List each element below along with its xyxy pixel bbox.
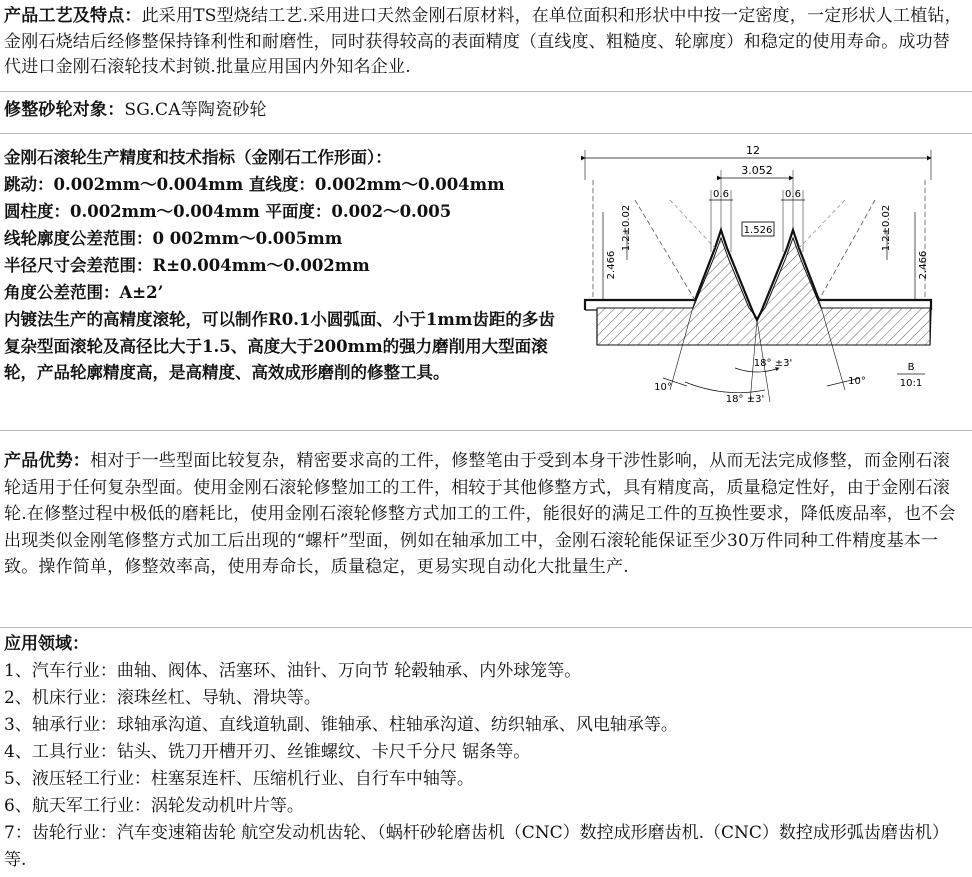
detail-scale: 10:1 [899,378,923,389]
process-text: 此采用TS型烧结工艺.采用进口天然金刚石原材料，在单位面积和形状中中按一定密度，一定形状人工植钻，金刚石烧结后经修整保持锋利性和耐磨性，同时获得较高的表面精度（直线度、粗糙度、轮廓度）和稳定的使用寿命。成功替代进口金刚石滚轮技术封锁.批量应用国内外知名企业. [4,6,962,77]
profile-drawing [575,140,947,410]
dim-right-tol: 1.2±0.02 [881,204,892,252]
divider [0,627,972,628]
roller-body [597,238,930,345]
object-heading: 修整砂轮对象： [4,100,125,120]
application-item: 7：齿轮行业：汽车变速箱齿轮 航空发动机齿轮、（蜗杆砂轮磨齿机（CNC）数控成形磨齿机.（CNC）数控成形弧齿磨齿机）等. [4,823,949,870]
angle-lower: 18° ±3' [725,394,765,405]
process-paragraph [4,4,966,81]
application-item: 6、航天军工行业：涡轮发动机叶片等。 [4,796,304,816]
spec-line: 半径尺寸会差范围：R±0.004mm～0.002mm [4,256,370,275]
spec-line: 角度公差范围：A±2’ [4,283,164,302]
application-item: 3、轴承行业：球轴承沟道、直线道轨副、锥轴承、柱轴承沟道、纺织轴承、风电轴承等。 [4,715,678,735]
specs-heading: 金刚石滚轮生产精度和技术指标（金刚石工作形面）： [4,148,392,167]
spec-line: 圆柱度：0.002mm～0.004mm 平面度：0.002～0.005 [4,202,452,221]
spec-line: 跳动：0.002mm～0.004mm 直线度：0.002mm～0.004mm [4,175,505,194]
applications-heading: 应用领域： [4,634,89,654]
dim-right-height: 2.466 [918,250,929,280]
application-item: 1、汽车行业：曲轴、阀体、活塞环、油针、万向节 轮毂轴承、内外球笼等。 [4,661,582,681]
angle-left: 10° [654,382,672,393]
divider [0,133,972,134]
dim-left-height: 2.466 [606,250,617,280]
dim-left-width: 0.6 [713,189,729,200]
dim-left-tol: 1.2±0.02 [621,204,632,252]
application-item: 5、液压轻工行业：柱塞泵连杆、压缩机行业、自行车中轴等。 [4,769,474,789]
object-paragraph [4,98,966,124]
object-text: SG.CA等陶瓷砂轮 [124,100,267,120]
advantages-heading: 产品优势： [4,451,90,471]
dim-pitch: 3.052 [741,164,773,177]
application-item: 4、工具行业：钻头、铣刀开槽开刃、丝锥螺纹、卡尺千分尺 锯条等。 [4,742,531,762]
detail-label: B [907,362,915,373]
dim-total: 12 [746,144,760,157]
spec-line: 线轮廓度公差范围：0 002mm～0.005mm [4,229,343,248]
dim-right-width: 0.6 [785,189,801,200]
divider [0,91,972,92]
angle-right: 10° [848,376,866,387]
advantages-paragraph [4,448,966,581]
dim-tip: 1.526 [743,225,773,236]
angle-upper: 18° ±3' [753,358,793,369]
divider [0,430,972,431]
profile-outline [585,230,931,320]
process-heading: 产品工艺及特点： [4,6,142,26]
advantages-text: 相对于一些型面比较复杂，精密要求高的工件，修整笔由于受到本身干涉性影响，从而无法完成修整，而金刚石滚轮适用于任何复杂型面。使用金刚石滚轮修整加工的工件，相较于其他修整方式，具有精度高，质量稳定性好，由于金刚石滚轮.在修整过程中极低的磨耗比，使用金刚石滚轮修整方式加工的工件，能很好的满足工件的互换性要求，降低废品率，也不会出现类似金刚笔修整方式加工后出现的“螺杆”型面，例如在轴承加工中，金刚石滚轮能保证至少30万件同种工件精度基本一致。操作简单，修整效率高，使用寿命长，质量稳定，更易实现自动化大批量生产. [4,451,956,577]
application-item: 2、机床行业：滚珠丝杠、导轨、滑块等。 [4,688,321,708]
specs-paragraph: 内镀法生产的高精度滚轮，可以制作R0.1小圆弧面、小于1mm齿距的多齿复杂型面滚轮及高径比大于1.5、高度大于200mm的强力磨削用大型面滚轮，产品轮廓精度高，是高精度、高效成形磨削的修整工具。 [4,310,555,382]
